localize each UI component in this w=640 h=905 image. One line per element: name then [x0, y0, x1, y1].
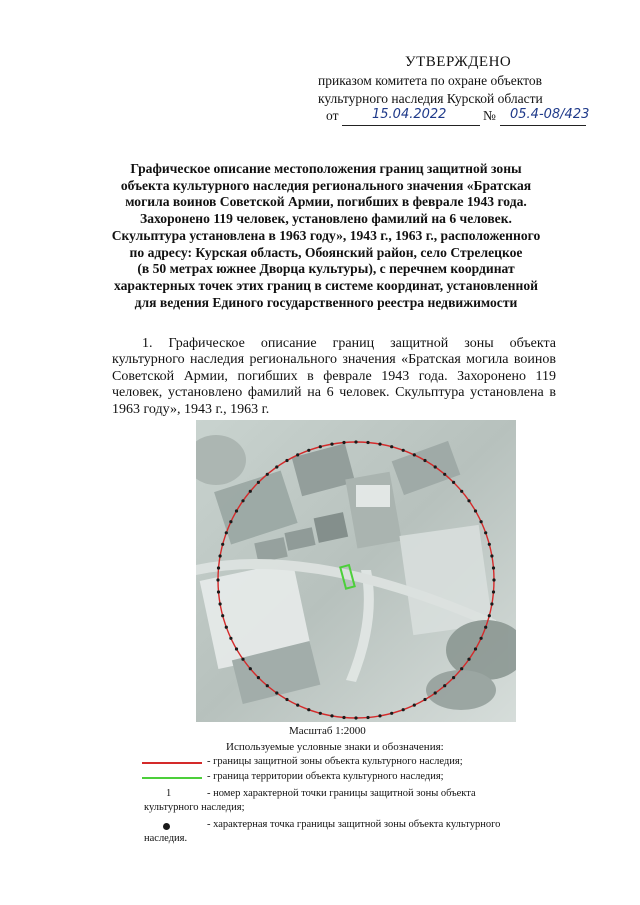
legend-red-line-swatch [142, 762, 202, 764]
characteristic-point [330, 443, 333, 446]
characteristic-point [229, 520, 232, 523]
characteristic-point [249, 490, 252, 493]
approval-line-2: культурного наследия Курской области [318, 91, 543, 106]
characteristic-point [460, 667, 463, 670]
heading-line: могила воинов Советской Армии, погибших в феврале 1943 года. [125, 194, 527, 210]
characteristic-point [307, 708, 310, 711]
approval-number: 05.4-08/423 [510, 107, 590, 122]
characteristic-point [492, 566, 495, 569]
characteristic-point [330, 714, 333, 717]
characteristic-point [390, 445, 393, 448]
characteristic-point [488, 614, 491, 617]
characteristic-point [488, 543, 491, 546]
heading-line: Скульптура установлена в 1963 году», 1943 г., 1963 г., расположенного [111, 227, 541, 243]
characteristic-point [249, 667, 252, 670]
characteristic-point [285, 459, 288, 462]
characteristic-point [219, 602, 222, 605]
section-1-text: 1. Графическое описание границ защитной зоны объекта культурного наследия регионального значения «Братская могила воинов Советской Армии, погибших в феврале 1943 года. Захоронено 119 человек, установлено фамилий на 6 человек. Скульптура установлена в 1963 году», 1943 г., 1963 г. [112, 336, 556, 417]
characteristic-point [296, 704, 299, 707]
map-svg [196, 420, 516, 722]
characteristic-point [484, 531, 487, 534]
approval-number-label: № [483, 108, 496, 123]
characteristic-point [342, 441, 345, 444]
characteristic-point [229, 637, 232, 640]
characteristic-point [235, 647, 238, 650]
characteristic-point [434, 691, 437, 694]
characteristic-point [366, 441, 369, 444]
characteristic-point [217, 566, 220, 569]
legend-point-symbol [163, 823, 170, 830]
characteristic-point [296, 453, 299, 456]
characteristic-point [216, 578, 219, 581]
characteristic-point [266, 684, 269, 687]
characteristic-point [452, 676, 455, 679]
characteristic-point [241, 658, 244, 661]
boundary-map [196, 420, 516, 722]
characteristic-point [423, 698, 426, 701]
characteristic-point [490, 554, 493, 557]
characteristic-point [225, 626, 228, 629]
characteristic-point [342, 716, 345, 719]
characteristic-point [480, 637, 483, 640]
characteristic-point [423, 459, 426, 462]
characteristic-point [266, 473, 269, 476]
legend-point-label: - характерная точка границы защитной зоны объекта культурного [207, 819, 501, 830]
characteristic-point [443, 684, 446, 687]
characteristic-point [460, 490, 463, 493]
section-1-paragraph [112, 336, 556, 418]
characteristic-point [354, 716, 357, 719]
characteristic-point [307, 449, 310, 452]
characteristic-point [402, 708, 405, 711]
characteristic-point [474, 647, 477, 650]
characteristic-point [434, 465, 437, 468]
characteristic-point [257, 481, 260, 484]
heading-line: объекта культурного наследия регионального значения «Братская [120, 177, 532, 193]
characteristic-point [480, 520, 483, 523]
characteristic-point [467, 658, 470, 661]
legend-title: Используемые условные знаки и обозначения: [226, 741, 444, 753]
legend-green-line-swatch [142, 777, 202, 779]
characteristic-point [474, 509, 477, 512]
characteristic-point [366, 716, 369, 719]
characteristic-point [492, 590, 495, 593]
characteristic-point [221, 543, 224, 546]
legend-point-label-cont: наследия. [144, 833, 188, 844]
characteristic-point [484, 626, 487, 629]
characteristic-point [402, 449, 405, 452]
approval-from-label: от [326, 108, 339, 123]
characteristic-point [354, 440, 357, 443]
characteristic-point [378, 443, 381, 446]
characteristic-point [275, 691, 278, 694]
characteristic-point [241, 499, 244, 502]
legend-number-symbol: 1 [166, 788, 172, 799]
approval-date: 15.04.2022 [372, 107, 447, 122]
characteristic-point [467, 499, 470, 502]
characteristic-point [443, 473, 446, 476]
characteristic-point [390, 712, 393, 715]
approval-title: УТВЕРЖДЕНО [405, 54, 512, 70]
characteristic-point [319, 445, 322, 448]
characteristic-point [413, 453, 416, 456]
legend-green-label: - граница территории объекта культурного наследия; [207, 771, 444, 782]
heading-line: Захоронено 119 человек, установлено фамилий на 6 человек. [140, 211, 512, 227]
document-heading [90, 161, 562, 311]
heading-line: (в 50 метрах южнее Дворца культуры), с перечнем координат [137, 261, 515, 277]
characteristic-point [225, 531, 228, 534]
heading-line: для ведения Единого государственного реестра недвижимости [134, 294, 518, 310]
characteristic-point [378, 714, 381, 717]
legend-red-label: - границы защитной зоны объекта культурного наследия; [207, 756, 463, 767]
characteristic-point [275, 465, 278, 468]
legend-number-label: - номер характерной точки границы защитной зоны объекта [207, 788, 476, 799]
characteristic-point [413, 704, 416, 707]
heading-line: Графическое описание местоположения границ защитной зоны [130, 161, 522, 176]
legend-number-label-cont: культурного наследия; [144, 802, 245, 813]
characteristic-point [221, 614, 224, 617]
characteristic-point [285, 698, 288, 701]
characteristic-point [235, 509, 238, 512]
characteristic-point [490, 602, 493, 605]
characteristic-point [452, 481, 455, 484]
characteristic-point [217, 590, 220, 593]
map-scale: Масштаб 1:2000 [289, 725, 366, 737]
approval-line-1: приказом комитета по охране объектов [318, 73, 542, 88]
characteristic-point [492, 578, 495, 581]
heading-line: характерных точек этих границ в системе координат, установленной [114, 277, 538, 293]
characteristic-point [219, 554, 222, 557]
characteristic-point [319, 712, 322, 715]
characteristic-point [257, 676, 260, 679]
heading-line: по адресу: Курская область, Обоянский район, село Стрелецкое [129, 244, 523, 260]
